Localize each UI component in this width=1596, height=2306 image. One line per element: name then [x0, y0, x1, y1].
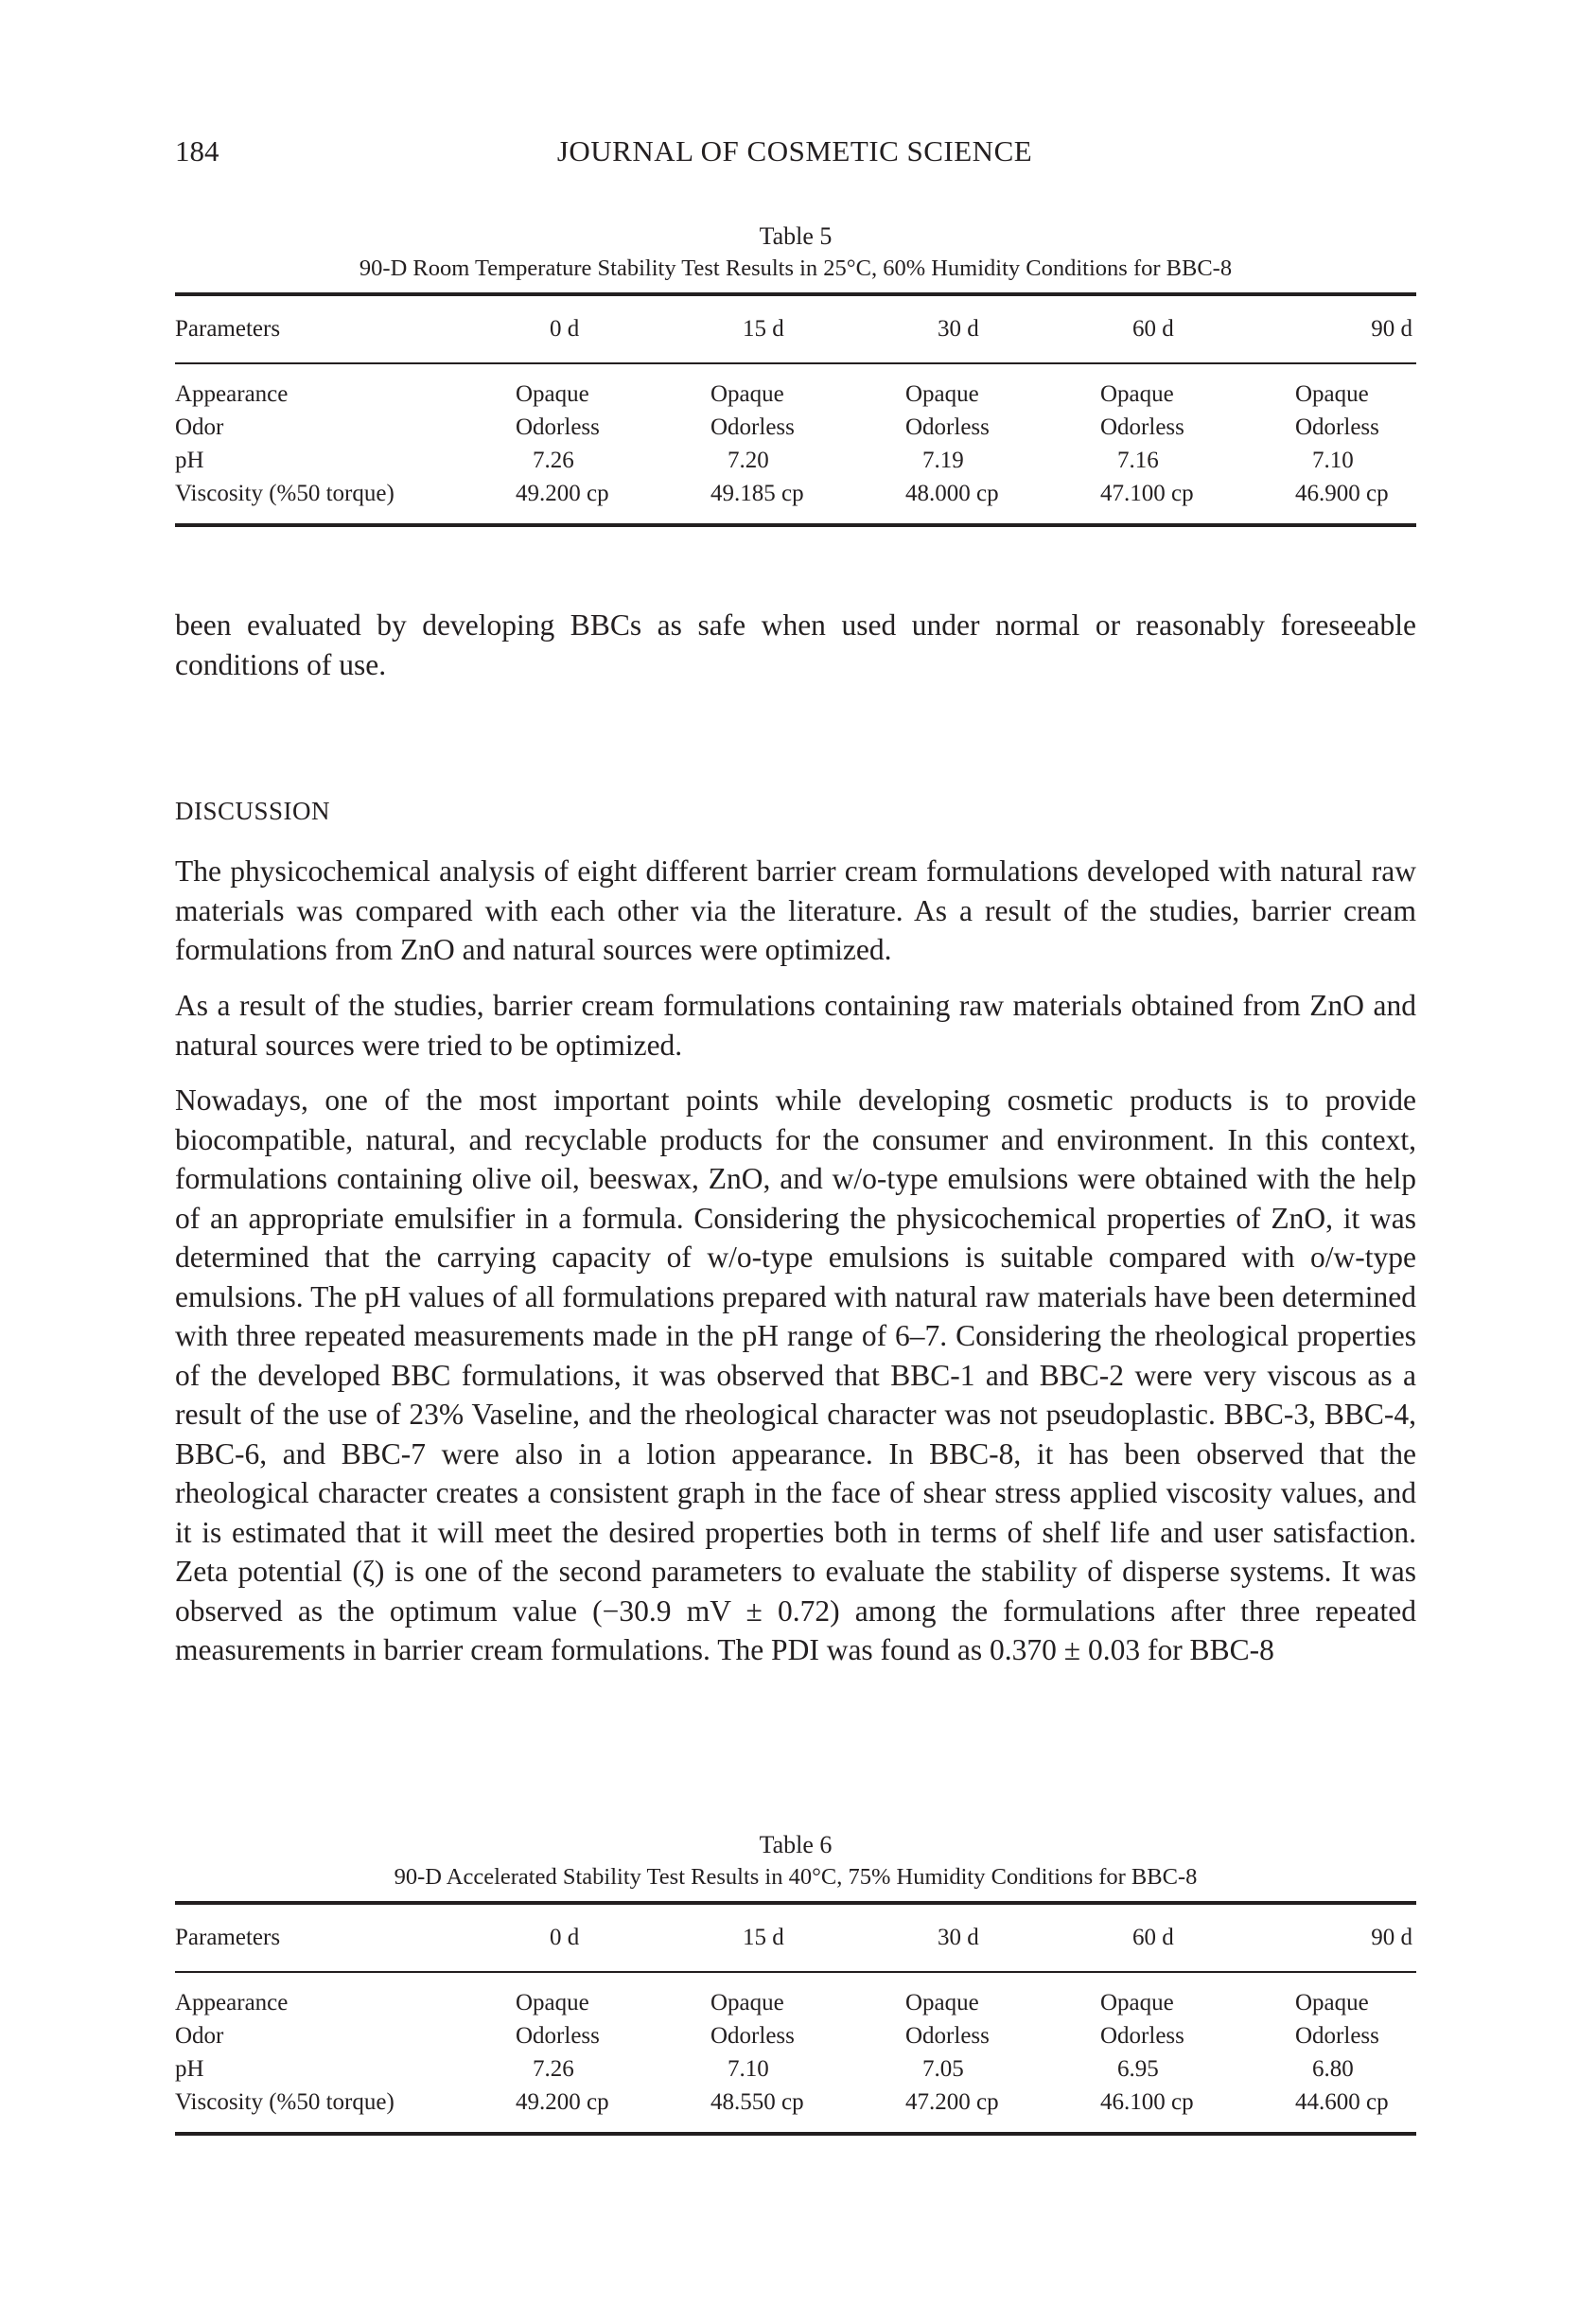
table-header-row — [175, 296, 1416, 362]
table-cell: Opaque — [516, 1990, 589, 2016]
table-cell: Odorless — [1295, 2023, 1379, 2049]
table-cell: Opaque — [1295, 1990, 1369, 2016]
table-row — [175, 477, 1416, 510]
row-label: pH — [175, 2056, 204, 2082]
column-header: 60 d — [1132, 316, 1174, 342]
discussion-paragraph: The physicochemical analysis of eight different barrier cream formulations developed with natural raw materials was compared with each other via the literature. As a result of the studies, barrier cream formulations from ZnO and natural sources were optimized. — [175, 854, 1416, 966]
table-cell: Opaque — [1295, 381, 1369, 407]
table-bottom-rule — [175, 523, 1416, 527]
column-header: Parameters — [175, 316, 281, 342]
table-cell: Odorless — [710, 2023, 795, 2049]
table-cell: 7.26 — [533, 448, 574, 473]
column-header: 60 d — [1132, 1925, 1174, 1950]
row-label: Appearance — [175, 1990, 289, 2016]
table-cell: 46.900 cp — [1295, 481, 1389, 506]
table-cell: 49.200 cp — [516, 481, 609, 506]
table-cell: 48.550 cp — [710, 2089, 804, 2115]
table-cell: Odorless — [905, 414, 990, 440]
table-cell: 7.10 — [728, 2056, 769, 2082]
table-cell: Opaque — [1100, 1990, 1174, 2016]
column-header: 90 d — [1371, 316, 1412, 342]
data-table — [175, 296, 1416, 362]
table-cell: 7.20 — [728, 448, 769, 473]
column-header: 30 d — [938, 316, 979, 342]
table-5 — [175, 220, 1416, 527]
row-label: Appearance — [175, 381, 289, 407]
page-number: 184 — [175, 134, 219, 167]
table-row — [175, 378, 1416, 411]
table-cell: Opaque — [905, 1990, 979, 2016]
table-row — [175, 411, 1416, 444]
table-number: Table 6 — [759, 1831, 833, 1858]
discussion-paragraph: As a result of the studies, barrier cream formulations containing raw materials obtained from ZnO and natural sources were tried to be optimized. — [175, 989, 1416, 1062]
column-header: 90 d — [1371, 1925, 1412, 1950]
table-cell: Odorless — [516, 414, 600, 440]
table-cell: 44.600 cp — [1295, 2089, 1389, 2115]
table-cell: Odorless — [516, 2023, 600, 2049]
row-label: Viscosity (%50 torque) — [175, 2089, 395, 2115]
table-cell: 7.10 — [1312, 448, 1354, 473]
table-cell: Odorless — [1295, 414, 1379, 440]
discussion-paragraph: Nowadays, one of the most important points while developing cosmetic products is to provide biocompatible, natural, and recyclable products for the consumer and environment. In this context, formulations containing olive oil, beeswax, ZnO, and w/o-type emulsions were obtained with the help of an appropriate emulsifier in a formula. Considering the physicochemical properties of ZnO, it was determined that the carrying capacity of w/o-type emulsions is suitable compared with o/w-type emulsions. The pH values of all formulations prepared with natural raw materials have been determined with three repeated measurements made in the pH range of 6–7. Considering the rheological properties of the developed BBC formulations, it was observed that BBC-1 and BBC-2 were very viscous as a result of the use of 23% Vaseline, and the rheological character was not pseudoplastic. BBC-3, BBC-4, BBC-6, and BBC-7 were also in a lotion appearance. In BBC-8, it has been observed that the rheological character creates a consistent graph in the face of shear stress applied viscosity values, and it is estimated that it will meet the desired properties both in terms of shelf life and user satisfaction. Zeta potential (ζ) is one of the second parameters to evaluate the stability of disperse systems. It was observed as the optimum value (−30.9 mV ± 0.72) among the formulations after three repeated measurements in barrier cream formulations. The PDI was found as 0.370 ± 0.03 for BBC-8 — [175, 1083, 1416, 1666]
table-cell: 46.100 cp — [1100, 2089, 1194, 2115]
data-table-body — [175, 1986, 1416, 2119]
continuation-paragraph: been evaluated by developing BBCs as safe when used under normal or reasonably foreseeable conditions of use. — [175, 608, 1416, 681]
column-header: 15 d — [743, 316, 784, 342]
column-header: Parameters — [175, 1925, 281, 1950]
table-cell: 49.200 cp — [516, 2089, 609, 2115]
table-cell: 47.200 cp — [905, 2089, 999, 2115]
table-cell: Opaque — [516, 381, 589, 407]
table-header-rule — [175, 362, 1416, 364]
table-row — [175, 2052, 1416, 2086]
journal-title: JOURNAL OF COSMETIC SCIENCE — [556, 134, 1033, 167]
table-6 — [175, 1829, 1416, 2136]
table-cell: Odorless — [905, 2023, 990, 2049]
table-cell: Opaque — [710, 1990, 784, 2016]
table-header-row — [175, 1905, 1416, 1971]
row-label: Viscosity (%50 torque) — [175, 481, 395, 506]
table-cell: 47.100 cp — [1100, 481, 1194, 506]
row-label: pH — [175, 448, 204, 473]
column-header: 0 d — [550, 316, 580, 342]
row-label: Odor — [175, 414, 224, 440]
row-label: Odor — [175, 2023, 224, 2049]
table-row — [175, 2019, 1416, 2052]
table-bottom-rule — [175, 2132, 1416, 2136]
table-cell: 6.95 — [1117, 2056, 1159, 2082]
column-header: 30 d — [938, 1925, 979, 1950]
table-number: Table 5 — [759, 222, 833, 250]
table-cell: Odorless — [1100, 414, 1184, 440]
table-header-rule — [175, 1971, 1416, 1973]
data-table-body — [175, 378, 1416, 510]
data-table — [175, 1905, 1416, 1971]
table-cell: 7.16 — [1117, 448, 1159, 473]
running-head — [175, 132, 1414, 170]
column-header: 15 d — [743, 1925, 784, 1950]
table-cell: Opaque — [1100, 381, 1174, 407]
table-row — [175, 444, 1416, 477]
table-cell: Opaque — [710, 381, 784, 407]
table-cell: 7.05 — [922, 2056, 964, 2082]
table-cell: Opaque — [905, 381, 979, 407]
table-cell: Odorless — [1100, 2023, 1184, 2049]
table-row — [175, 2086, 1416, 2119]
table-cell: 7.26 — [533, 2056, 574, 2082]
table-row — [175, 1986, 1416, 2019]
table-cell: 48.000 cp — [905, 481, 999, 506]
section-heading-discussion: DISCUSSION — [175, 797, 331, 825]
table-cell: 6.80 — [1312, 2056, 1354, 2082]
column-header: 0 d — [550, 1925, 580, 1950]
table-cell: 7.19 — [922, 448, 964, 473]
table-cell: Odorless — [710, 414, 795, 440]
table-cell: 49.185 cp — [710, 481, 804, 506]
table-caption: 90-D Accelerated Stability Test Results in 40°C, 75% Humidity Conditions for BBC-8 — [394, 1864, 1198, 1890]
table-caption: 90-D Room Temperature Stability Test Results in 25°C, 60% Humidity Conditions for BBC-8 — [359, 255, 1233, 281]
